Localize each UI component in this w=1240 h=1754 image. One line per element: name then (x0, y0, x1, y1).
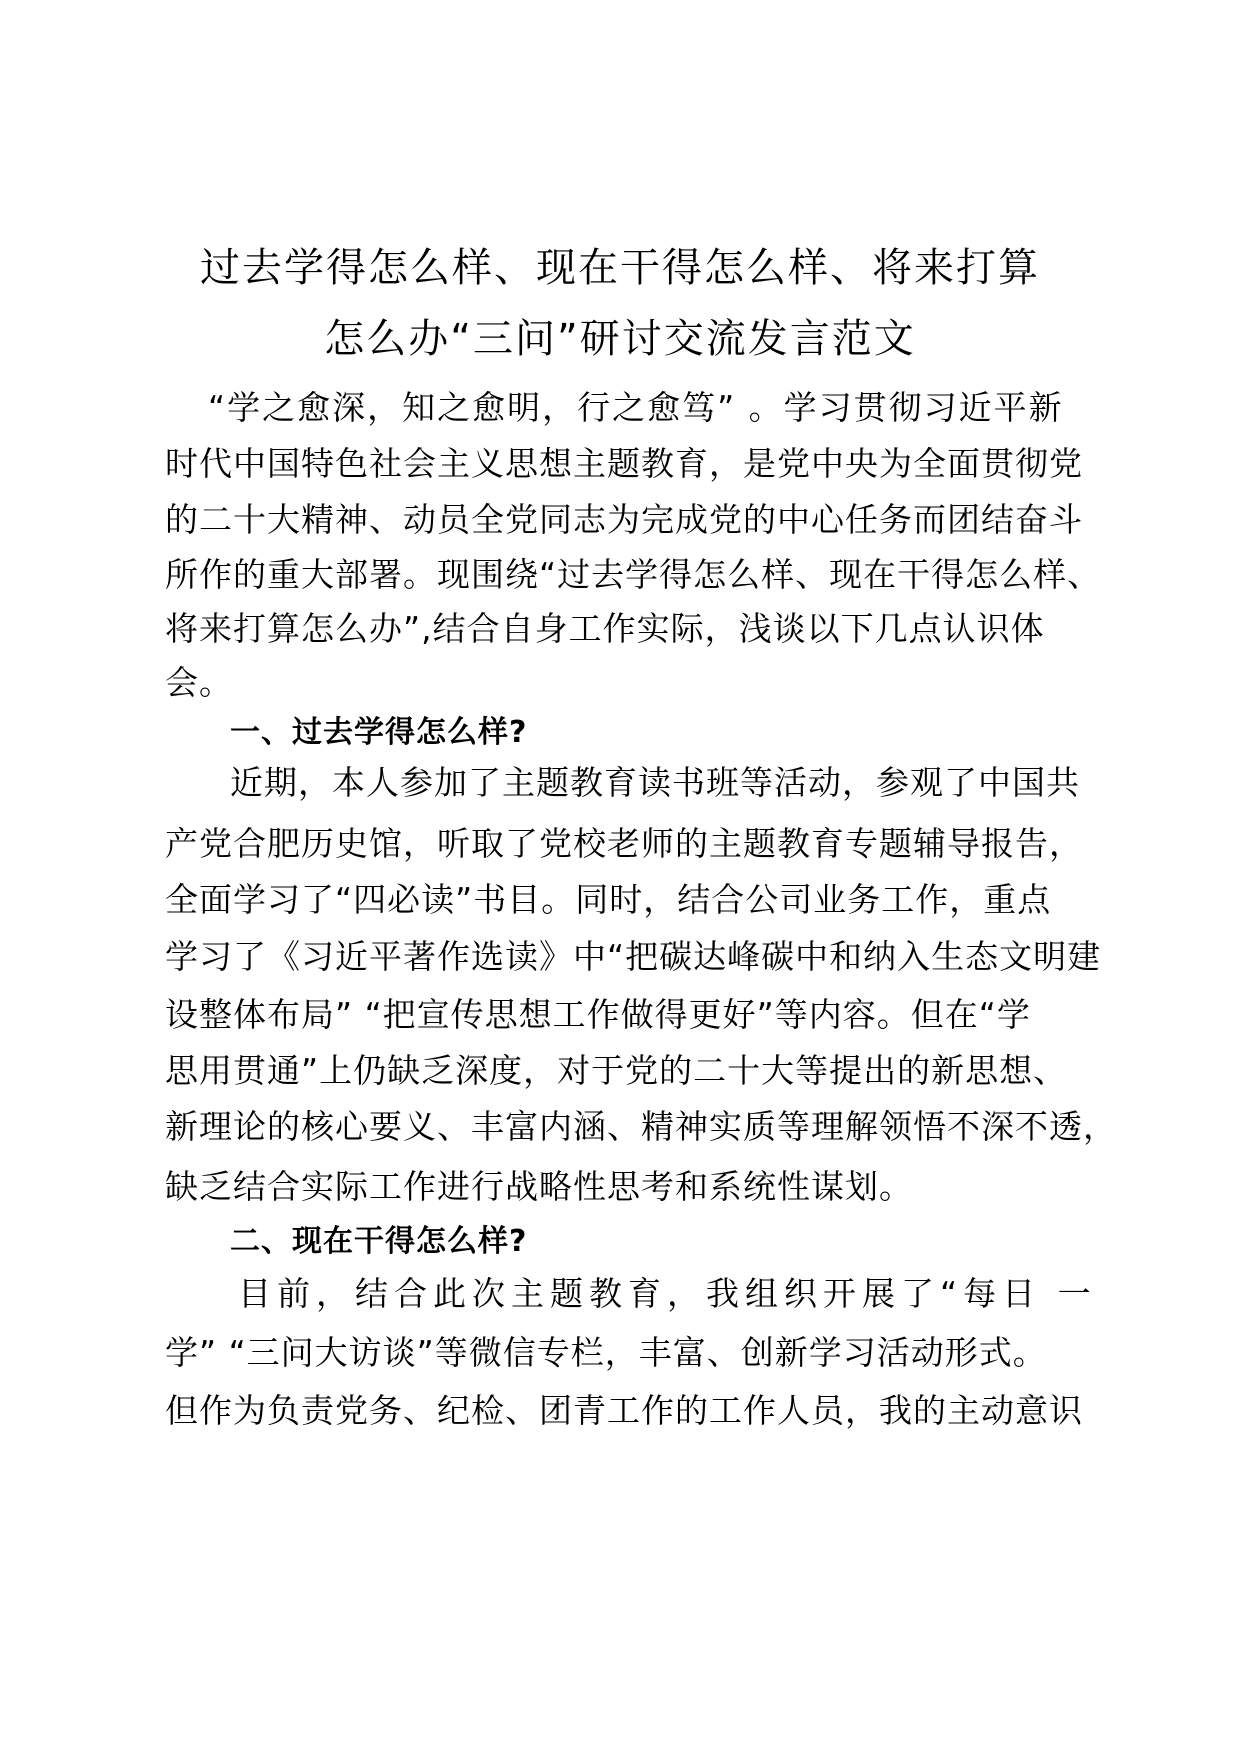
intro-line: 会。 (165, 663, 233, 702)
intro-line: 的二十大精神、动员全党同志为完成党的中心任务而团结奋斗 (165, 500, 1083, 539)
section2-line: 但作为负责党务、纪检、团青工作的工作人员，我的主动意识 (165, 1391, 1083, 1430)
document-title-line-2: 怎么办“三问”研讨交流发言范文 (324, 316, 916, 362)
section2-line: 学” “三问大访谈”等微信专栏，丰富、创新学习活动形式。 (165, 1333, 1047, 1372)
section1-line: 产党合肥历史馆，听取了党校老师的主题教育专题辅导报告， (165, 824, 1083, 863)
intro-line: 将来打算怎么办”,结合自身工作实际，浅谈以下几点认识体 (165, 609, 1045, 648)
intro-line: 时代中国特色社会主义思想主题教育，是党中央为全面贯彻党 (165, 444, 1083, 483)
section-heading-2: 二、现在干得怎么样? (230, 1224, 528, 1259)
document-title-line-1: 过去学得怎么样、现在干得怎么样、将来打算 (200, 245, 1040, 291)
intro-line: 所作的重大部署。现围绕“过去学得怎么样、现在干得怎么样、 (165, 555, 1102, 594)
section-heading-1: 一、过去学得怎么样? (230, 715, 528, 750)
section2-line: 目前，结合此次主题教育，我组织开展了“每日 一 (238, 1274, 1097, 1313)
section1-line: 学习了《习近平著作选读》中“把碳达峰碳中和纳入生态文明建 (165, 937, 1102, 976)
section1-line: 全面学习了“四必读”书目。同时，结合公司业务工作，重点 (165, 880, 1052, 919)
section1-line: 近期，本人参加了主题教育读书班等活动，参观了中国共 (230, 763, 1080, 802)
section1-line: 设整体布局” “把宣传思想工作做得更好”等内容。但在“学 (165, 995, 1031, 1034)
intro-line: “学之愈深，知之愈明，行之愈笃” 。学习贯彻习近平新 (208, 388, 1064, 427)
section1-line: 思用贯通”上仍缺乏深度，对于党的二十大等提出的新思想、 (165, 1051, 1068, 1090)
section1-line: 缺乏结合实际工作进行战略性思考和系统性谋划。 (165, 1167, 913, 1206)
section1-line: 新理论的核心要义、丰富内涵、精神实质等理解领悟不深不透， (165, 1107, 1117, 1146)
